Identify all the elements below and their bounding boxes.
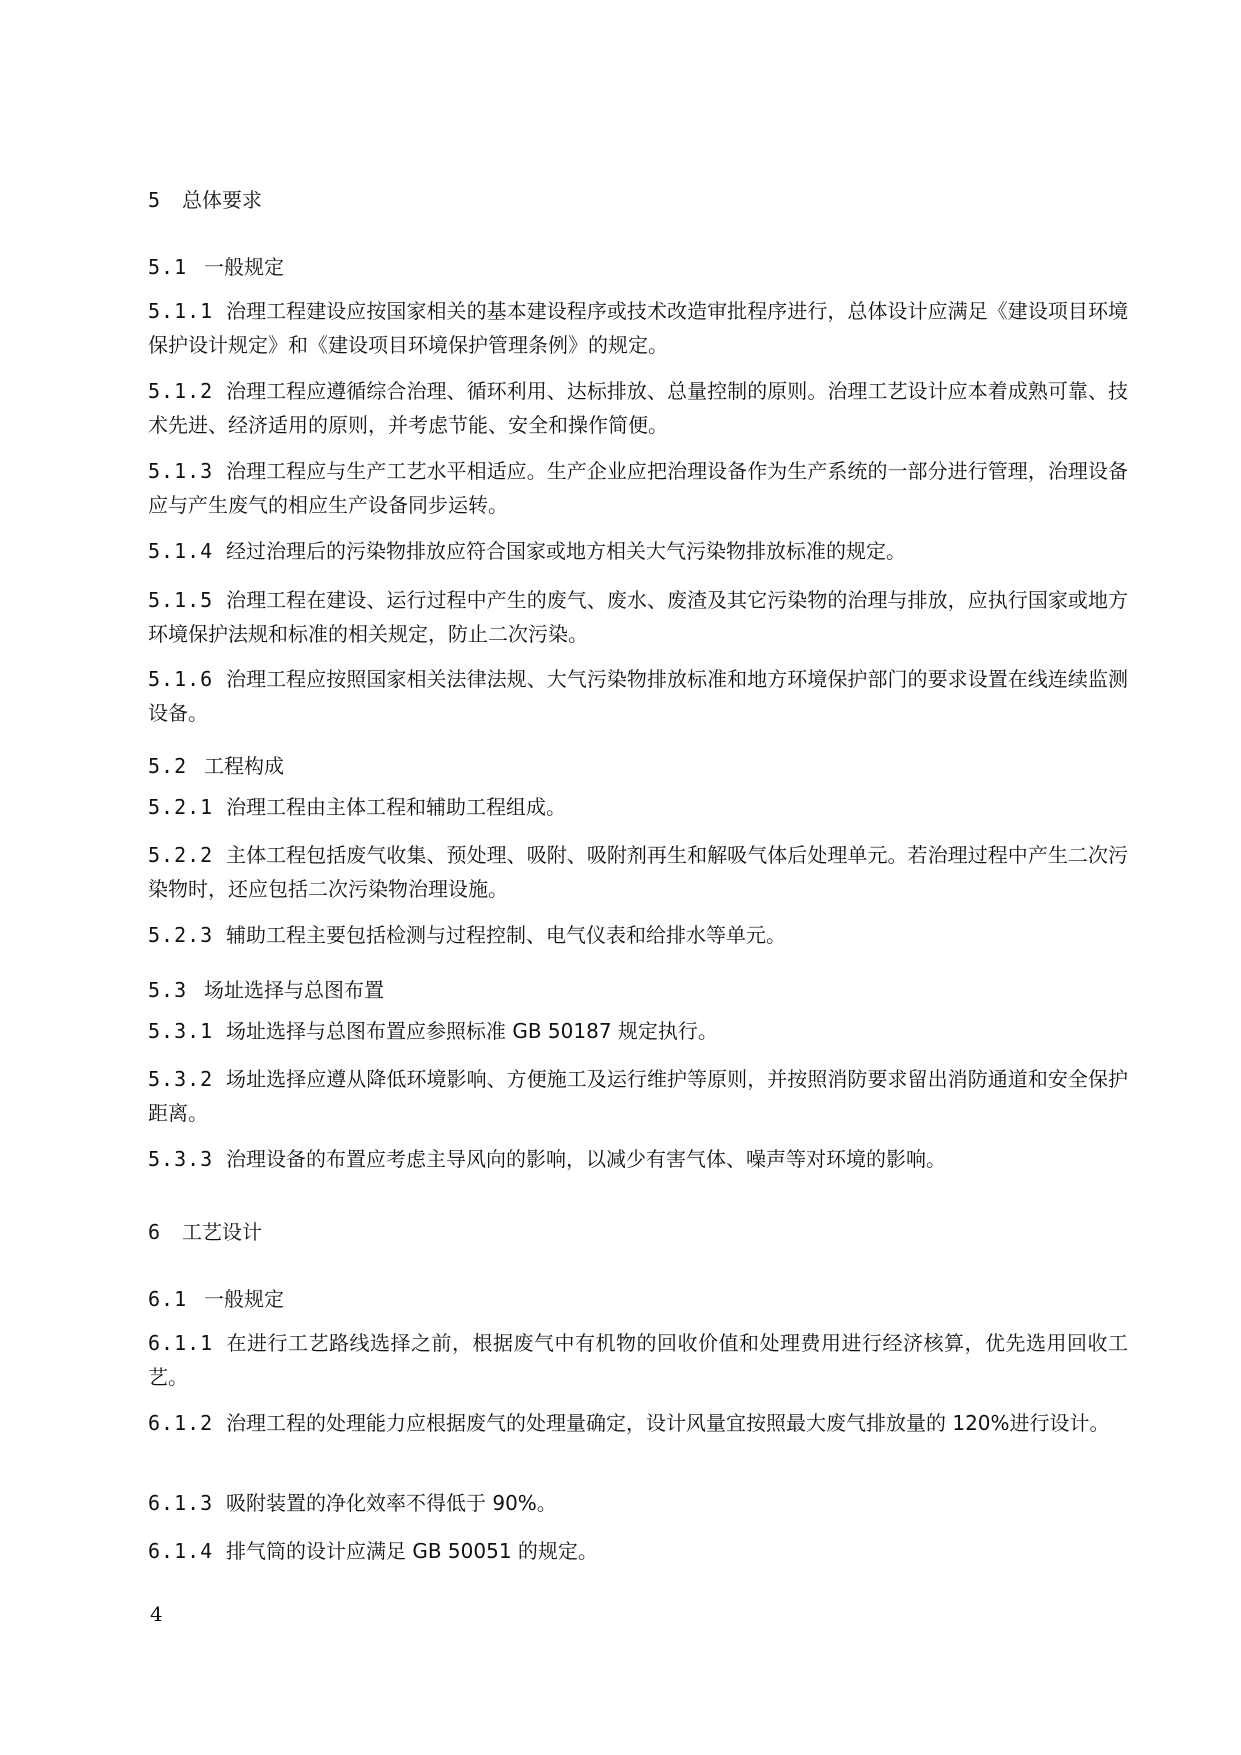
subsection-heading-5-2	[148, 750, 284, 779]
clause-number: 5.2.2	[148, 843, 214, 867]
clause-6-1-2	[148, 1406, 1128, 1440]
clause-number: 5.1.4	[148, 539, 214, 563]
clause-5-2-3	[148, 918, 1128, 952]
clause-text: 治理工程应遵循综合治理、循环利用、达标排放、总量控制的原则。治理工艺设计应本着成熟可靠、技术先进、经济适用的原则，并考虑节能、安全和操作简便。	[148, 379, 1128, 437]
clause-5-1-6	[148, 662, 1128, 730]
clause-text: 吸附装置的净化效率不得低于 90%。	[226, 1491, 557, 1515]
clause-text: 主体工程包括废气收集、预处理、吸附、吸附剂再生和解吸气体后处理单元。若治理过程中产生二次污染物时，还应包括二次污染物治理设施。	[148, 843, 1128, 901]
section-heading-6	[148, 1216, 262, 1245]
clause-number: 5.2.1	[148, 795, 214, 819]
section-title: 工艺设计	[182, 1220, 262, 1244]
clause-number: 5.1.3	[148, 459, 214, 483]
clause-number: 6.1.2	[148, 1411, 214, 1435]
clause-number: 5.1.6	[148, 667, 214, 691]
clause-text: 治理工程的处理能力应根据废气的处理量确定，设计风量宜按照最大废气排放量的 120%进行设计。	[226, 1411, 1110, 1435]
clause-5-3-1	[148, 1014, 1128, 1048]
clause-5-1-3	[148, 454, 1128, 522]
clause-number: 6.1.3	[148, 1491, 214, 1515]
section-number: 5	[148, 188, 162, 212]
clause-text: 治理工程应按照国家相关法律法规、大气污染物排放标准和地方环境保护部门的要求设置在线连续监测设备。	[148, 667, 1128, 725]
clause-text: 场址选择应遵从降低环境影响、方便施工及运行维护等原则，并按照消防要求留出消防通道和安全保护距离。	[148, 1067, 1128, 1125]
subsection-title: 一般规定	[204, 255, 284, 279]
clause-5-2-2	[148, 838, 1128, 906]
clause-5-1-2	[148, 374, 1128, 442]
clause-number: 6.1.1	[148, 1331, 214, 1355]
clause-5-1-5	[148, 583, 1128, 651]
clause-text: 辅助工程主要包括检测与过程控制、电气仪表和给排水等单元。	[226, 923, 786, 947]
clause-text: 在进行工艺路线选择之前，根据废气中有机物的回收价值和处理费用进行经济核算，优先选用回收工艺。	[148, 1331, 1128, 1389]
clause-text: 治理设备的布置应考虑主导风向的影响，以减少有害气体、噪声等对环境的影响。	[226, 1147, 946, 1171]
clause-6-1-4	[148, 1534, 1128, 1568]
clause-number: 5.1.2	[148, 379, 214, 403]
clause-6-1-3	[148, 1486, 1128, 1520]
subsection-title: 一般规定	[204, 1287, 284, 1311]
clause-text: 排气筒的设计应满足 GB 50051 的规定。	[226, 1539, 598, 1563]
section-title: 总体要求	[182, 188, 262, 212]
clause-number: 5.3.3	[148, 1147, 214, 1171]
clause-6-1-1	[148, 1326, 1128, 1394]
subsection-heading-6-1	[148, 1283, 284, 1312]
clause-number: 5.1.5	[148, 588, 214, 612]
clause-number: 5.1.1	[148, 299, 214, 323]
page-number: 4	[150, 1602, 163, 1626]
clause-number: 5.3.2	[148, 1067, 214, 1091]
section-heading-5	[148, 184, 262, 213]
subsection-title: 场址选择与总图布置	[204, 978, 384, 1002]
clause-number: 6.1.4	[148, 1539, 214, 1563]
subsection-number: 5.3	[148, 978, 188, 1002]
subsection-title: 工程构成	[204, 754, 284, 778]
clause-text: 治理工程建设应按国家相关的基本建设程序或技术改造审批程序进行，总体设计应满足《建设项目环境保护设计规定》和《建设项目环境保护管理条例》的规定。	[148, 299, 1128, 357]
subsection-heading-5-3	[148, 974, 384, 1003]
subsection-number: 5.2	[148, 754, 188, 778]
clause-5-3-3	[148, 1142, 1128, 1176]
clause-5-2-1	[148, 790, 1128, 824]
clause-text: 场址选择与总图布置应参照标准 GB 50187 规定执行。	[226, 1019, 718, 1043]
clause-5-1-1	[148, 294, 1128, 362]
clause-text: 治理工程在建设、运行过程中产生的废气、废水、废渣及其它污染物的治理与排放，应执行国家或地方环境保护法规和标准的相关规定，防止二次污染。	[148, 588, 1128, 646]
subsection-number: 5.1	[148, 255, 188, 279]
clause-text: 经过治理后的污染物排放应符合国家或地方相关大气污染物排放标准的规定。	[226, 539, 906, 563]
clause-number: 5.2.3	[148, 923, 214, 947]
clause-5-3-2	[148, 1062, 1128, 1130]
clause-number: 5.3.1	[148, 1019, 214, 1043]
clause-text: 治理工程由主体工程和辅助工程组成。	[226, 795, 566, 819]
clause-5-1-4	[148, 534, 1128, 568]
clause-text: 治理工程应与生产工艺水平相适应。生产企业应把治理设备作为生产系统的一部分进行管理，治理设备应与产生废气的相应生产设备同步运转。	[148, 459, 1128, 517]
section-number: 6	[148, 1220, 162, 1244]
subsection-number: 6.1	[148, 1287, 188, 1311]
subsection-heading-5-1	[148, 251, 284, 280]
